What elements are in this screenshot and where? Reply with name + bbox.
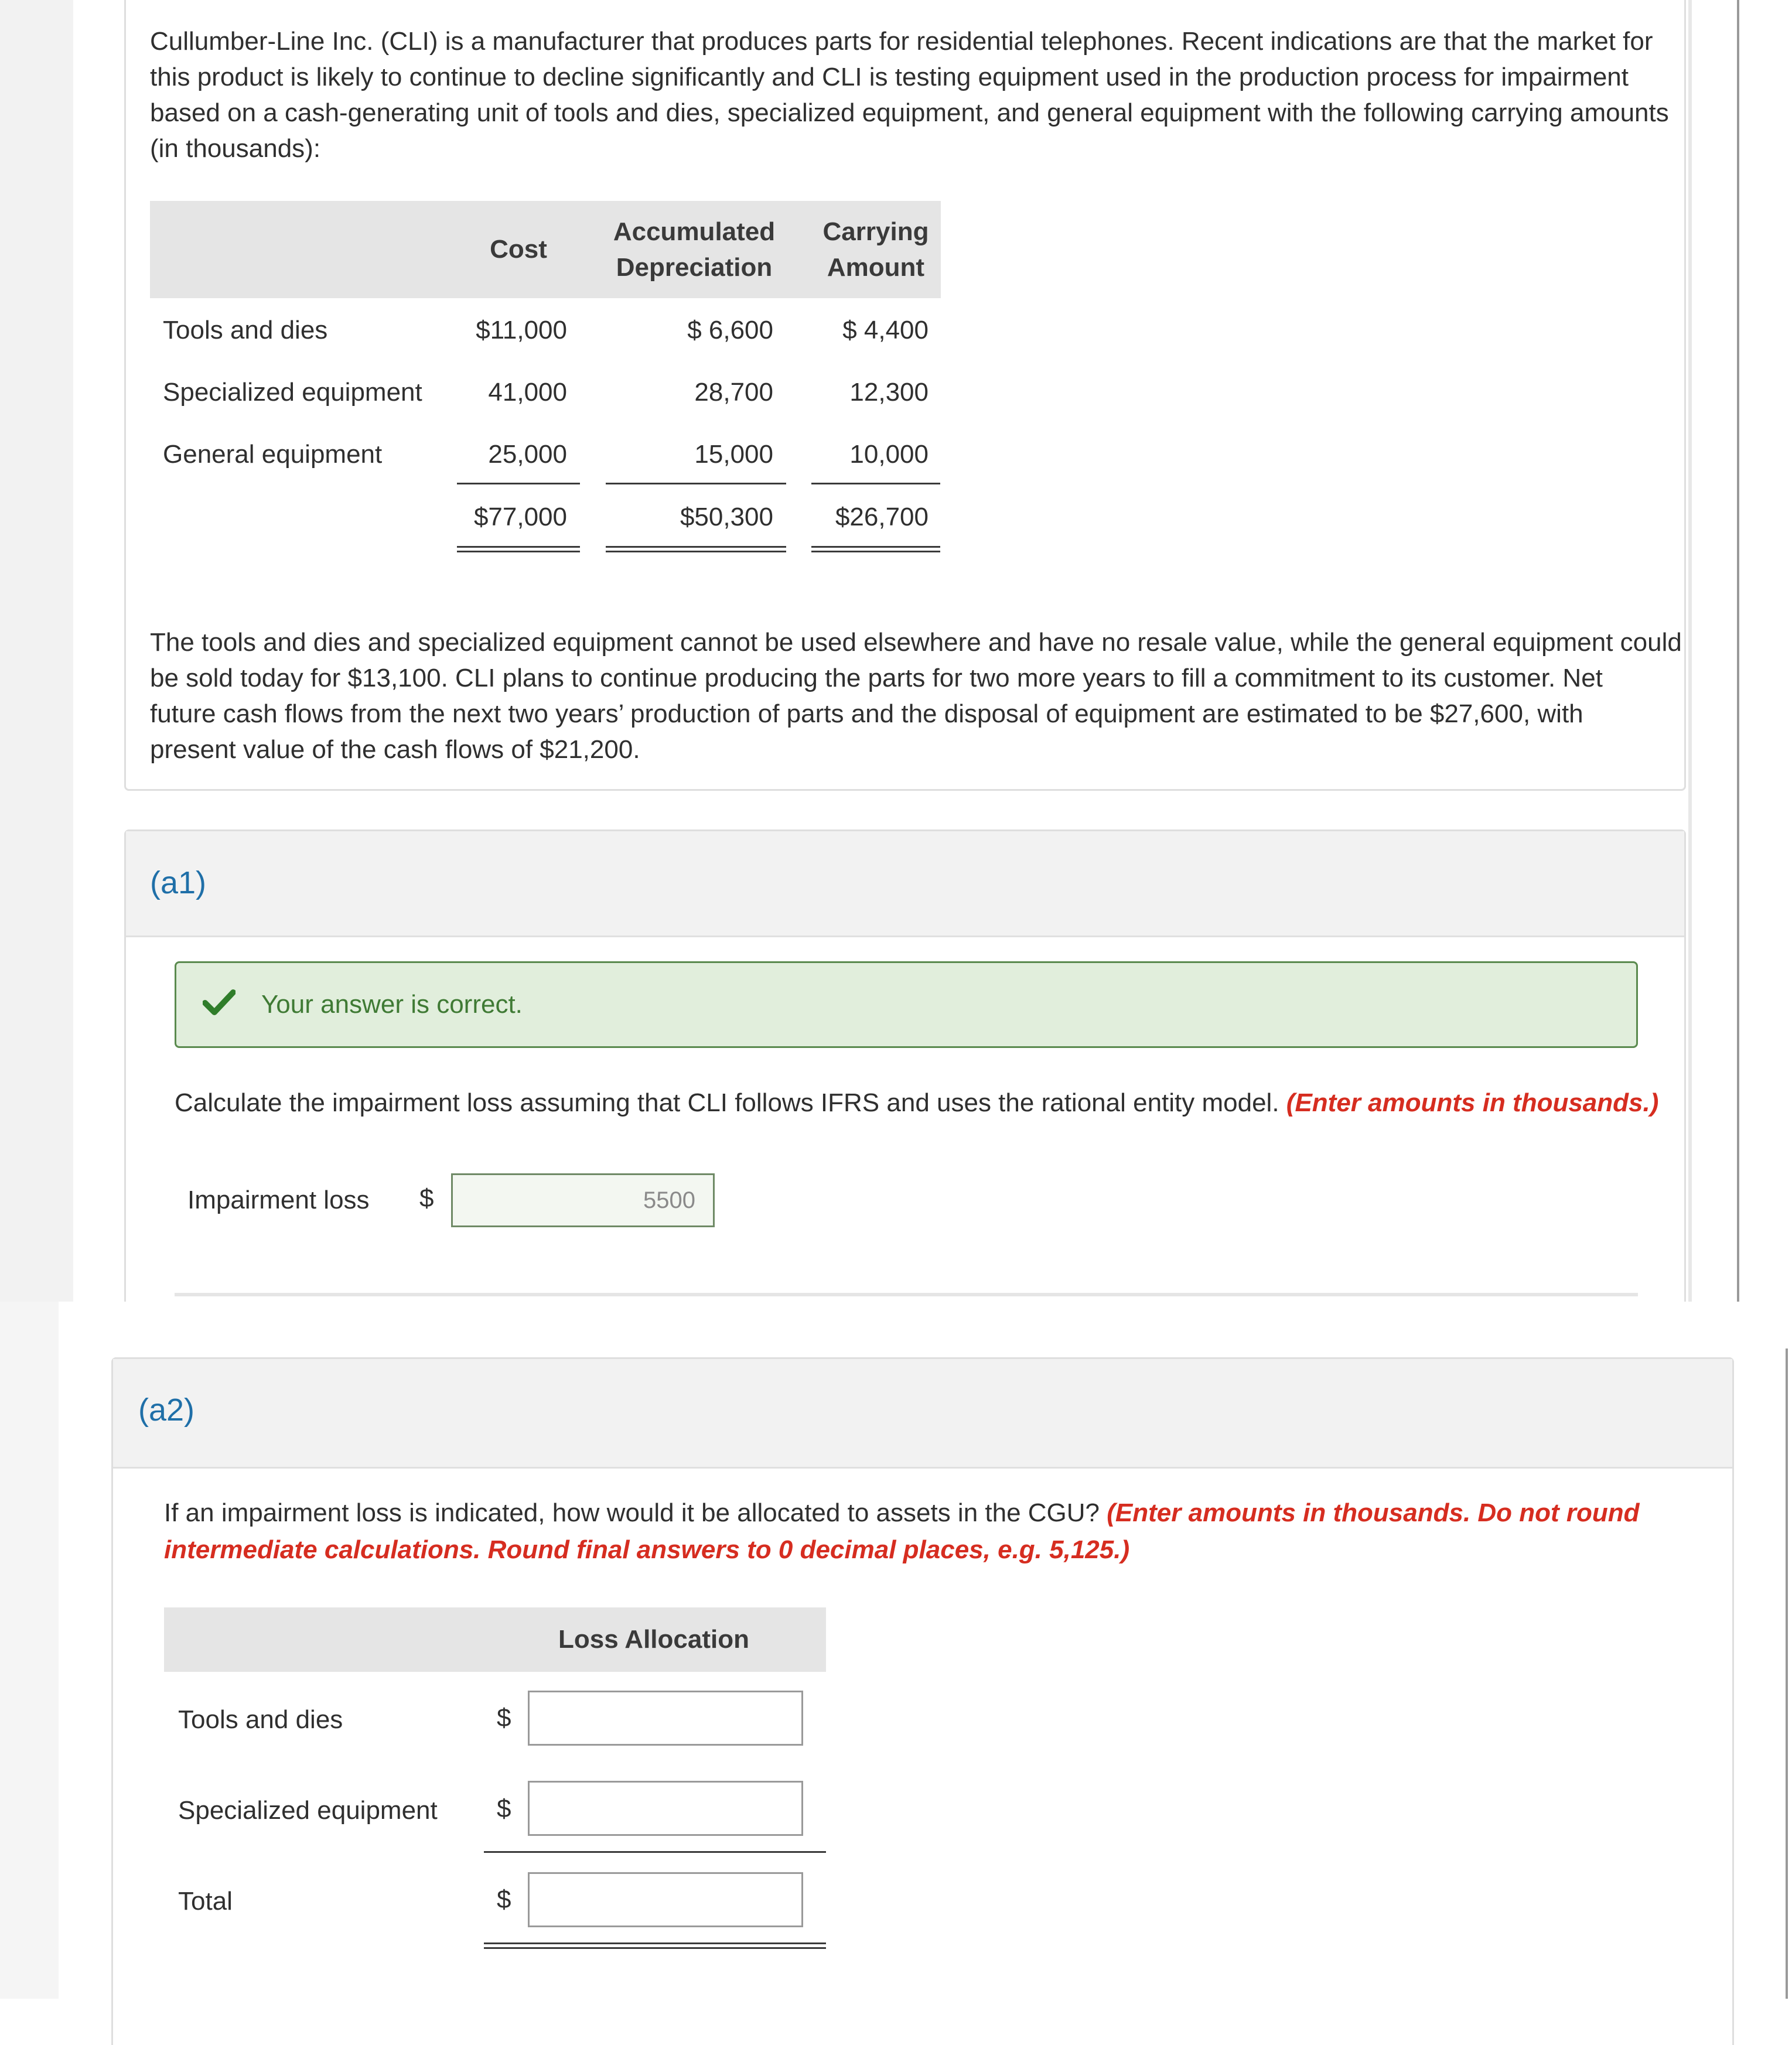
header-carrying: Carrying xyxy=(822,217,929,246)
currency-symbol: $ xyxy=(497,1794,511,1823)
right-gutter xyxy=(1688,0,1692,1302)
total-carry: $26,700 xyxy=(835,503,929,531)
intro-line-4: (in thousands): xyxy=(150,134,321,163)
left-gutter xyxy=(0,0,73,1302)
part-a1-header xyxy=(126,831,1684,937)
row-label: Specialized equipment xyxy=(163,378,422,407)
part-a2-header xyxy=(113,1359,1732,1469)
total-allocation-input[interactable] xyxy=(528,1872,803,1927)
left-gutter xyxy=(0,1302,59,1999)
subtotal-rule xyxy=(457,483,580,484)
intro-line-3: based on a cash-generating unit of tools and dies, specialized equipment, and general equipment with the following carrying amounts xyxy=(150,98,1669,127)
row-carry: 10,000 xyxy=(849,440,929,469)
currency-symbol: $ xyxy=(497,1885,511,1914)
currency-symbol: $ xyxy=(419,1184,434,1213)
header-amount: Amount xyxy=(827,253,925,282)
subtotal-rule xyxy=(484,1851,826,1853)
followup-line-1: The tools and dies and specialized equipment cannot be used elsewhere and have no resale value, while the general equipment could xyxy=(150,628,1682,657)
followup-line-2: be sold today for $13,100. CLI plans to continue producing the parts for two more years to fill a commitment to its customer. Net xyxy=(150,664,1603,692)
feedback-box xyxy=(175,961,1638,1048)
row-cost: 25,000 xyxy=(488,440,567,469)
header-cost: Cost xyxy=(490,235,547,264)
total-accum: $50,300 xyxy=(680,503,773,531)
row-label: Tools and dies xyxy=(163,316,328,344)
header-depreciation: Depreciation xyxy=(616,253,773,282)
row-accum: 28,700 xyxy=(694,378,773,407)
row-accum: $ 6,600 xyxy=(687,316,773,344)
currency-symbol: $ xyxy=(497,1703,511,1732)
a2-question-text: If an impairment loss is indicated, how would it be allocated to assets in the CGU? xyxy=(164,1498,1100,1527)
specialized-equipment-allocation-input[interactable] xyxy=(528,1781,803,1836)
subtotal-rule xyxy=(811,483,940,484)
row-carry: $ 4,400 xyxy=(842,316,929,344)
total-double-rule xyxy=(457,551,580,552)
header-loss-allocation: Loss Allocation xyxy=(558,1625,749,1654)
row-cost: $11,000 xyxy=(476,316,567,344)
header-accumulated: Accumulated xyxy=(613,217,776,246)
total-double-rule xyxy=(606,551,786,552)
intro-line-2: this product is likely to continue to decline significantly and CLI is testing equipment used in the production process for impairment xyxy=(150,63,1629,91)
subtotal-rule xyxy=(606,483,786,484)
tools-and-dies-allocation-input[interactable] xyxy=(528,1691,803,1746)
total-double-rule xyxy=(484,1942,826,1944)
a2-question-line-1 xyxy=(164,1495,1640,1531)
total-double-rule xyxy=(484,1947,826,1949)
intro-line-1: Cullumber-Line Inc. (CLI) is a manufacturer that produces parts for residential telephones. Recent indications are that the market for xyxy=(150,27,1653,56)
total-cost: $77,000 xyxy=(473,503,567,531)
total-double-rule xyxy=(457,546,580,548)
next-panel-edge xyxy=(175,1293,1638,1296)
row-accum: 15,000 xyxy=(694,440,773,469)
row-carry: 12,300 xyxy=(849,378,929,407)
a1-question xyxy=(175,1085,1658,1121)
right-divider xyxy=(1786,1348,1788,1999)
feedback-message: Your answer is correct. xyxy=(261,990,523,1019)
part-a1-label: (a1) xyxy=(150,865,207,900)
impairment-loss-input[interactable]: 5500 xyxy=(451,1173,715,1227)
followup-line-4: present value of the cash flows of $21,200. xyxy=(150,735,640,764)
total-double-rule xyxy=(811,551,940,552)
followup-line-3: future cash flows from the next two years’ production of parts and the disposal of equipment are estimated to be $27,600, with xyxy=(150,699,1583,728)
right-divider xyxy=(1737,0,1739,1302)
row-cost: 41,000 xyxy=(488,378,567,407)
total-double-rule xyxy=(811,546,940,548)
part-a2-label: (a2) xyxy=(138,1392,195,1428)
impairment-loss-label: Impairment loss xyxy=(187,1186,370,1214)
bottom-screenshot xyxy=(0,1302,1792,2045)
a2-instruction-part-2: intermediate calculations. Round final answers to 0 decimal places, e.g. 5,125.) xyxy=(164,1535,1130,1564)
allocation-row-label: Specialized equipment xyxy=(178,1796,438,1825)
a2-instruction-part-1: (Enter amounts in thousands. Do not round xyxy=(1107,1498,1640,1527)
checkmark-icon xyxy=(203,989,235,1016)
row-label: General equipment xyxy=(163,440,383,469)
allocation-row-label: Tools and dies xyxy=(178,1705,343,1734)
total-double-rule xyxy=(606,546,786,548)
a1-instruction: (Enter amounts in thousands.) xyxy=(1286,1088,1659,1117)
a1-question-text: Calculate the impairment loss assuming that CLI follows IFRS and uses the rational entity model. xyxy=(175,1088,1279,1117)
allocation-row-label: Total xyxy=(178,1887,233,1916)
